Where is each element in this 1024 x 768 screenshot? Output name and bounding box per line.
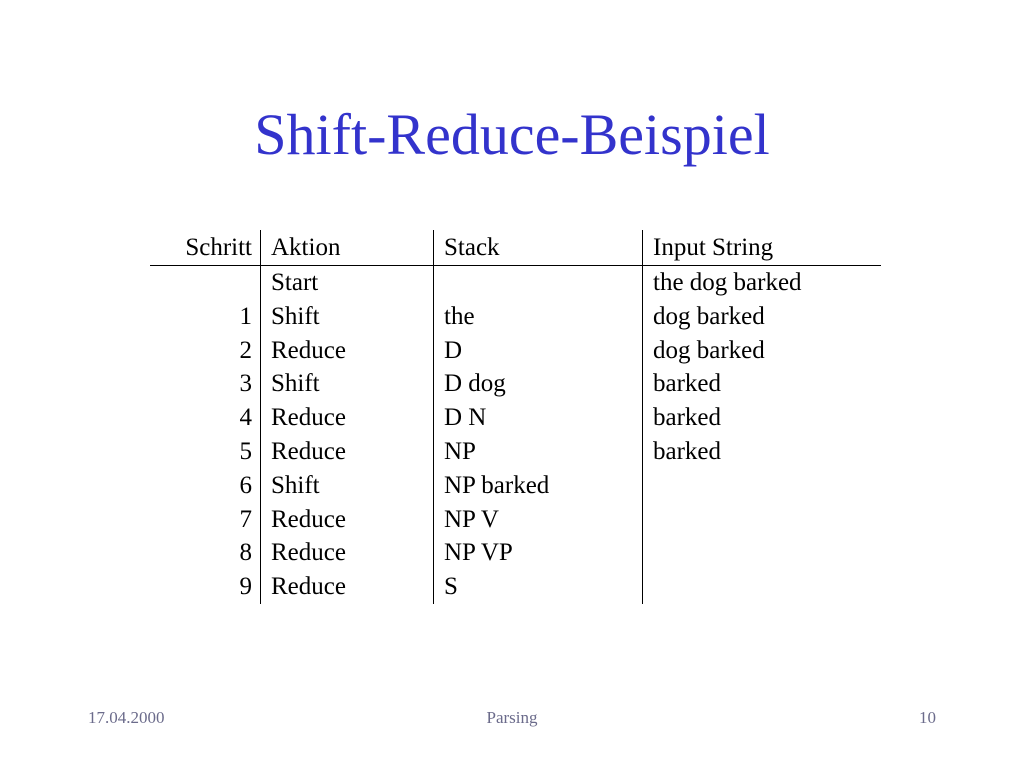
footer-topic: Parsing — [486, 708, 538, 727]
cell-stack: S — [434, 570, 643, 604]
cell-stack: D — [434, 334, 643, 368]
cell-action: Reduce — [261, 401, 434, 435]
cell-action: Reduce — [261, 334, 434, 368]
header-action: Aktion — [261, 230, 434, 266]
header-stack: Stack — [434, 230, 643, 266]
cell-stack — [434, 266, 643, 300]
cell-action: Shift — [261, 469, 434, 503]
table-row — [150, 334, 881, 368]
shift-reduce-table — [150, 230, 881, 604]
cell-stack: D dog — [434, 367, 643, 401]
cell-stack: NP — [434, 435, 643, 469]
header-input-string: Input String — [643, 230, 882, 266]
cell-step: 8 — [150, 536, 261, 570]
cell-step: 9 — [150, 570, 261, 604]
cell-input — [643, 570, 882, 604]
cell-action: Start — [261, 266, 434, 300]
cell-action: Reduce — [261, 536, 434, 570]
cell-stack: D N — [434, 401, 643, 435]
cell-input: the dog barked — [653, 269, 802, 296]
cell-input: dog barked — [653, 336, 765, 364]
cell-step: 7 — [150, 503, 261, 537]
cell-step: 5 — [150, 435, 261, 469]
cell-step: 6 — [150, 469, 261, 503]
cell-input: barked — [653, 404, 722, 432]
footer-date: 17.04.2000 — [88, 708, 165, 727]
table-row — [150, 570, 881, 604]
header-step: Schritt — [150, 230, 261, 266]
table-row — [150, 266, 881, 300]
cell-input — [643, 469, 882, 503]
cell-step: 1 — [150, 300, 261, 334]
cell-input — [643, 536, 882, 570]
table-header-row — [150, 230, 881, 266]
footer-page-number: 10 — [919, 708, 936, 727]
table-row — [150, 367, 881, 401]
cell-step: 2 — [150, 334, 261, 368]
cell-step: 4 — [150, 401, 261, 435]
slide-title: Shift-Reduce-Beispiel — [254, 102, 770, 167]
cell-action: Reduce — [261, 570, 434, 604]
cell-stack: the — [434, 300, 643, 334]
table-row — [150, 469, 881, 503]
cell-input: barked — [653, 370, 722, 398]
cell-input: barked — [653, 437, 722, 465]
cell-action: Shift — [261, 300, 434, 334]
cell-action: Shift — [261, 367, 434, 401]
cell-stack: NP VP — [434, 536, 643, 570]
table-row — [150, 401, 881, 435]
cell-action: Reduce — [261, 503, 434, 537]
table-row — [150, 435, 881, 469]
cell-stack: NP V — [434, 503, 643, 537]
shift-reduce-table-container — [150, 230, 881, 604]
cell-action: Reduce — [261, 435, 434, 469]
cell-stack: NP barked — [434, 469, 643, 503]
cell-step — [150, 266, 261, 300]
cell-step: 3 — [150, 367, 261, 401]
table-row — [150, 503, 881, 537]
cell-input: dog barked — [653, 302, 765, 330]
table-row — [150, 300, 881, 334]
table-row — [150, 536, 881, 570]
cell-input — [643, 503, 882, 537]
